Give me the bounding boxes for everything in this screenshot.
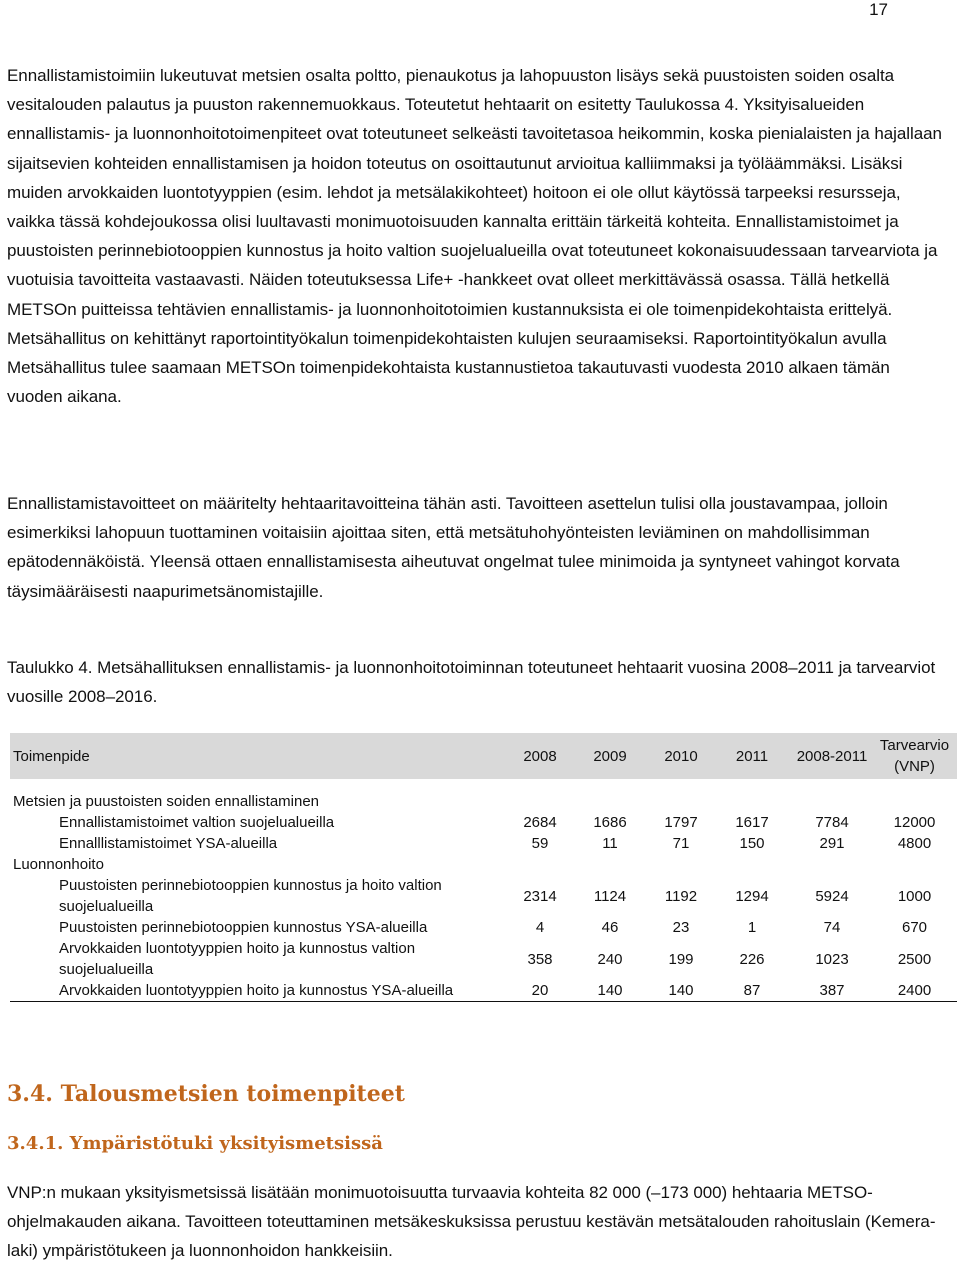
cell-value: 2684: [523, 814, 557, 831]
cell-value: 150: [739, 835, 765, 852]
cell-value: 240: [597, 950, 623, 968]
group-label: Metsien ja puustoisten soiden ennallistaminen: [13, 793, 320, 810]
cell-value: 1023: [815, 950, 849, 968]
table-header-row: [10, 733, 957, 779]
table-group-row: [10, 854, 957, 875]
cell-value: 1124: [593, 887, 627, 905]
header-cell: Toimenpide: [13, 747, 90, 765]
table-caption: Taulukko 4. Metsähallituksen ennallistamis- ja luonnonhoitotoiminnan toteutuneet hehtaarit vuosina 2008–2011 ja tarvearviot vuosille 2008–2016.: [7, 658, 936, 707]
cell-value: 140: [650, 980, 712, 1002]
cell-value: 199: [668, 950, 694, 968]
table-row: [10, 980, 957, 1002]
cell-value: 1617: [735, 814, 769, 831]
row-label: Arvokkaiden luontotyyppien hoito ja kunnostus valtion suojelualueilla: [59, 940, 416, 978]
cell-value: 358: [527, 950, 553, 968]
body-paragraph: Ennallistamistoimiin lukeutuvat metsien osalta poltto, pienaukotus ja lahopuuston lisäys sekä puustoisten soiden osalta vesitalouden palautus ja puuston rakennemuokkaus. Toteutetut hehtaarit on esitetty Taulukossa 4. Yksityisalueiden ennallistamis- ja luonnonhoitotoimenpiteet ovat toteutuneet selkeästi tavoitetasoa heikommin, koska pienialaisten ja hajallaan sijaitsevien kohteiden ennallistamisen ja hoidon toteutus on osoittautunut arvioitua kalliimmaksi ja työläämmäksi. Lisäksi muiden arvokkaiden luontotyyppien (esim. lehdot ja metsälakikohteet) hoitoon ei ole ollut käytössä tarpeeksi resursseja, vaikka tässä kohdejoukossa olisi luultavasti monimuotoisuuden kannalta erittäin tärkeitä kohteita. Ennallistamistoimet ja puustoisten perinnebiotooppien kunnostus ja hoito valtion suojelualueilla ovat toteutuneet kokonaisuudessaan tarvearviota ja vuotuisia tavoitteita vastaavasti. Näiden toteutuksessa Life+ -hankkeet ovat olleet merkittävässä osassa. Tällä hetkellä METSOn puitteissa tehtävien ennallistamis- ja luonnonhoitotoimien kustannuksista ei ole toimenpidekohtaista erittelyä. Metsähallitus on kehittänyt raportointityökalun toimenpidekohtaisten kulujen seuraamiseksi. Raportointityökalun avulla Metsähallitus tulee saamaan METSOn toimenpidekohtaista kustannustietoa takautuvasti vuodesta 2010 alkaen tämän vuoden aikana.: [7, 66, 942, 407]
cell-value: 59: [531, 835, 549, 852]
cell-value: 1294: [735, 887, 769, 905]
cell-value: 71: [672, 835, 690, 852]
table-row: [10, 812, 957, 833]
header-cell: Tarvearvio (VNP): [879, 737, 950, 775]
cell-value: 12000: [893, 814, 936, 831]
header-cell: 2008: [523, 747, 557, 765]
row-label: Arvokkaiden luontotyyppien hoito ja kunnostus YSA-alueilla: [10, 980, 510, 1002]
subsection-heading: 3.4.1. Ympäristötuki yksityismetsissä: [7, 1133, 383, 1154]
cell-value: 7784: [815, 814, 849, 831]
cell-value: 140: [570, 980, 650, 1002]
cell-value: 23: [672, 919, 690, 936]
cell-value: 2500: [897, 950, 932, 968]
table-row: [10, 875, 957, 917]
cell-value: 226: [739, 950, 765, 968]
body-paragraph: VNP:n mukaan yksityismetsissä lisätään monimuotoisuutta turvaavia kohteita 82 000 (–173 000) hehtaaria METSO-ohjelmakauden aikana. Tavoitteen toteuttaminen metsäkeskuksissa perustuu kestävän metsätalouden rahoituslain (Kemera-laki) ympäristötukeen ja luonnonhoidon hankkeisiin.: [7, 1183, 936, 1261]
cell-value: 670: [901, 919, 928, 936]
cell-value: 1: [747, 919, 757, 936]
row-label: Puustoisten perinnebiotooppien kunnostus YSA-alueilla: [59, 919, 428, 936]
cell-value: 1000: [897, 887, 932, 905]
cell-value: 291: [819, 835, 845, 852]
cell-value: 1797: [664, 814, 698, 831]
cell-value: 2400: [872, 980, 957, 1002]
table-row: [10, 917, 957, 938]
cell-value: 1192: [664, 887, 698, 905]
group-label: Luonnonhoito: [13, 856, 104, 873]
cell-value: 5924: [815, 887, 849, 905]
hectare-table: [10, 733, 957, 1002]
header-cell: 2009: [593, 747, 627, 765]
body-paragraph: Ennallistamistavoitteet on määritelty hehtaaritavoitteina tähän asti. Tavoitteen asettelun tulisi olla joustavampaa, jolloin esimerkiksi lahopuun tuottaminen voitaisiin ajoittaa siten, että metsätuhohyönteisten leviäminen on mahdollisimman epätodennäköistä. Yleensä ottaen ennallistamisesta aiheutuvat ongelmat tulee minimoida ja syntyneet vahingot korvata täysimääräisesti naapurimetsänomistajille.: [7, 494, 900, 601]
cell-value: 2314: [523, 887, 557, 905]
row-label: Puustoisten perinnebiotooppien kunnostus ja hoito valtion suojelualueilla: [59, 877, 442, 915]
header-cell: 2011: [735, 747, 769, 765]
table-row: [10, 833, 957, 854]
page-number: 17: [869, 0, 888, 19]
section-heading: 3.4. Talousmetsien toimenpiteet: [7, 1081, 405, 1107]
cell-value: 74: [823, 919, 841, 936]
cell-value: 11: [602, 835, 618, 852]
cell-value: 4: [535, 919, 545, 936]
row-label: Ennalllistamistoimet YSA-alueilla: [59, 835, 278, 852]
cell-value: 4800: [897, 835, 932, 852]
cell-value: 87: [712, 980, 792, 1002]
cell-value: 20: [510, 980, 570, 1002]
table-group-row: [10, 791, 957, 812]
header-cell: 2010: [664, 747, 698, 765]
row-label: Ennallistamistoimet valtion suojelualueilla: [59, 814, 335, 831]
cell-value: 387: [792, 980, 872, 1002]
header-cell: 2008-2011: [796, 747, 868, 765]
cell-value: 1686: [593, 814, 627, 831]
cell-value: 46: [601, 919, 619, 936]
table-row: [10, 938, 957, 980]
